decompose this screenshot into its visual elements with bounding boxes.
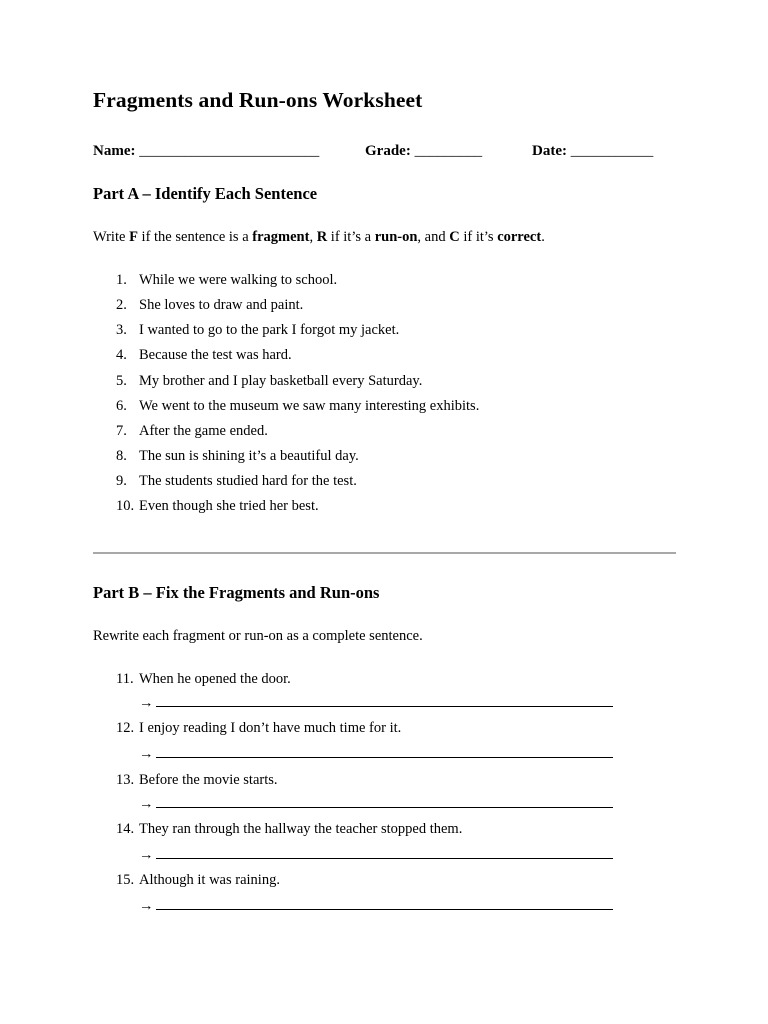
- item-number: 2.: [116, 297, 127, 313]
- part-a-instruction: [93, 229, 545, 246]
- part-b-item: [116, 671, 291, 688]
- answer-blank[interactable]: [156, 795, 613, 808]
- part-b-item: [116, 720, 401, 737]
- instruction-term-fragment: fragment: [252, 229, 310, 245]
- instruction-text: , and: [417, 229, 450, 245]
- instruction-text: .: [541, 229, 545, 245]
- item-sentence: Although it was raining.: [139, 872, 280, 888]
- date-blank: ___________: [570, 143, 654, 159]
- grade-label: Grade:: [365, 143, 411, 159]
- item-sentence: While we were walking to school.: [139, 272, 338, 288]
- item-sentence: Before the movie starts.: [139, 772, 278, 788]
- instruction-code-c: C: [449, 229, 460, 245]
- instruction-text: if the sentence is a: [137, 229, 253, 245]
- item-number: 3.: [116, 322, 127, 338]
- answer-blank[interactable]: [156, 846, 613, 859]
- instruction-term-correct: correct: [497, 229, 542, 245]
- item-sentence: They ran through the hallway the teacher stopped them.: [139, 821, 463, 837]
- item-number: 4.: [116, 347, 127, 363]
- instruction-text: if it’s: [459, 229, 498, 245]
- item-sentence: She loves to draw and paint.: [139, 297, 304, 313]
- answer-blank[interactable]: [156, 745, 613, 758]
- part-a-item: [116, 297, 303, 314]
- part-a-item: [116, 473, 357, 490]
- name-blank: ________________________: [139, 143, 320, 159]
- item-number: 13.: [116, 772, 135, 788]
- part-a-item: [116, 423, 268, 440]
- date-label: Date:: [532, 143, 567, 159]
- item-sentence: The students studied hard for the test.: [139, 473, 357, 489]
- arrow-icon: →: [139, 746, 154, 762]
- instruction-text: Write: [93, 229, 130, 245]
- part-b-instruction: Rewrite each fragment or run-on as a complete sentence.: [93, 628, 423, 644]
- item-number: 12.: [116, 720, 135, 736]
- part-a-item: [116, 498, 319, 515]
- item-number: 11.: [116, 671, 134, 687]
- arrow-icon: →: [139, 847, 154, 863]
- answer-blank[interactable]: [156, 694, 613, 707]
- item-number: 8.: [116, 448, 127, 464]
- answer-line[interactable]: [139, 745, 613, 763]
- item-sentence: I enjoy reading I don’t have much time for it.: [139, 720, 402, 736]
- item-number: 10.: [116, 498, 135, 514]
- item-sentence: When he opened the door.: [139, 671, 291, 687]
- section-divider: [93, 552, 676, 554]
- item-number: 7.: [116, 423, 127, 439]
- item-number: 15.: [116, 872, 135, 888]
- grade-field: [365, 143, 482, 160]
- arrow-icon: →: [139, 796, 154, 812]
- part-a-item: [116, 398, 479, 415]
- part-b-item: [116, 872, 280, 889]
- part-a-heading: Part A – Identify Each Sentence: [93, 184, 318, 203]
- part-a-item: [116, 272, 337, 289]
- name-field: [93, 143, 319, 160]
- answer-line[interactable]: [139, 846, 613, 864]
- grade-blank: _________: [414, 143, 483, 159]
- instruction-text: ,: [309, 229, 317, 245]
- item-sentence: I wanted to go to the park I forgot my jacket.: [139, 322, 400, 338]
- part-b-heading: Part B – Fix the Fragments and Run-ons: [93, 583, 380, 602]
- part-a-item: [116, 347, 292, 364]
- answer-blank[interactable]: [156, 897, 613, 910]
- item-sentence: My brother and I play basketball every Saturday.: [139, 373, 423, 389]
- item-sentence: The sun is shining it’s a beautiful day.: [139, 448, 359, 464]
- name-label: Name:: [93, 143, 136, 159]
- date-field: [532, 143, 653, 160]
- item-number: 14.: [116, 821, 135, 837]
- arrow-icon: →: [139, 898, 154, 914]
- part-a-item: [116, 448, 359, 465]
- page-title: Fragments and Run-ons Worksheet: [93, 88, 423, 112]
- part-a-item: [116, 322, 399, 339]
- item-number: 5.: [116, 373, 127, 389]
- item-number: 6.: [116, 398, 127, 414]
- instruction-text: if it’s a: [327, 229, 375, 245]
- item-sentence: We went to the museum we saw many interesting exhibits.: [139, 398, 480, 414]
- part-b-item: [116, 821, 462, 838]
- item-number: 9.: [116, 473, 127, 489]
- item-number: 1.: [116, 272, 127, 288]
- instruction-term-run-on: run-on: [374, 229, 418, 245]
- answer-line[interactable]: [139, 897, 613, 915]
- item-sentence: After the game ended.: [139, 423, 268, 439]
- answer-line[interactable]: [139, 694, 613, 712]
- item-sentence: Because the test was hard.: [139, 347, 292, 363]
- arrow-icon: →: [139, 695, 154, 711]
- instruction-code-r: R: [316, 229, 328, 245]
- part-a-item: [116, 373, 422, 390]
- answer-line[interactable]: [139, 795, 613, 813]
- instruction-code-f: F: [129, 229, 138, 245]
- part-b-item: [116, 772, 278, 789]
- item-sentence: Even though she tried her best.: [139, 498, 319, 514]
